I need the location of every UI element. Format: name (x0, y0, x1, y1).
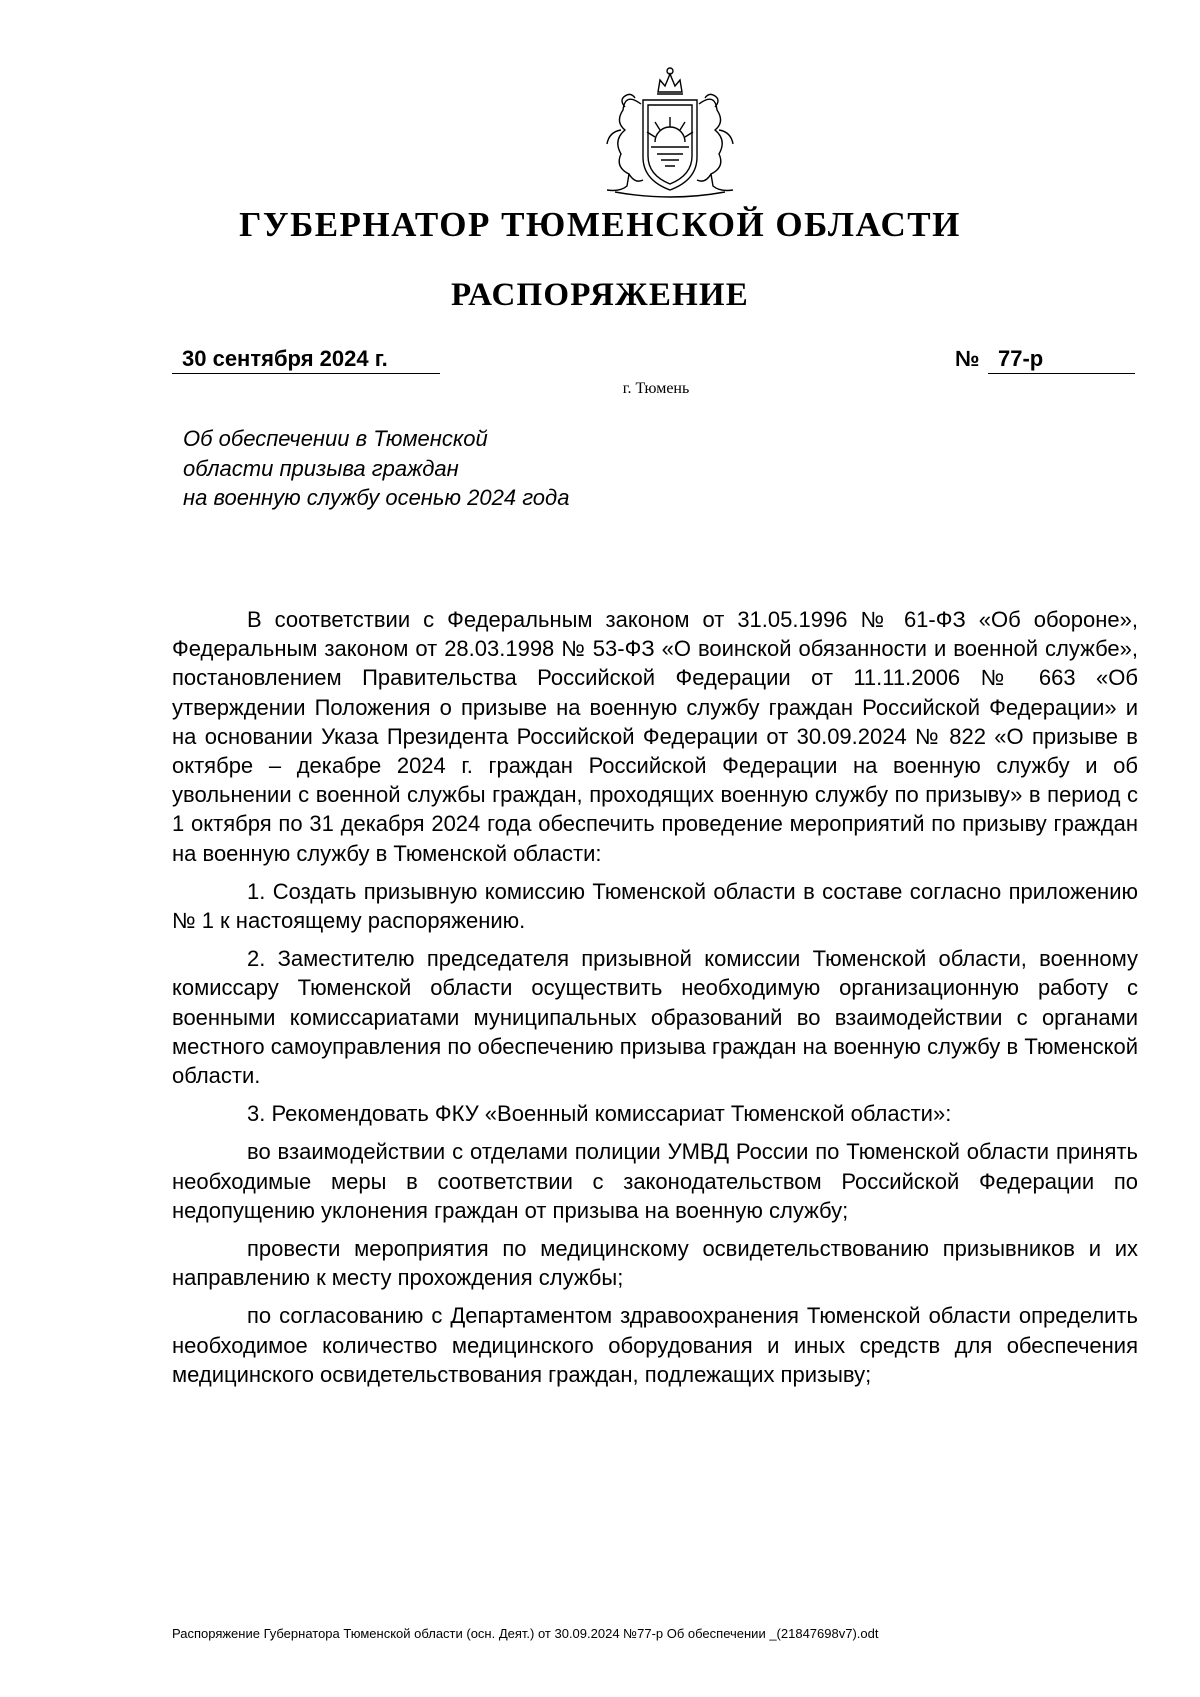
document-number-label: № (955, 346, 980, 371)
subject-line: на военную службу осенью 2024 года (183, 485, 570, 510)
body-paragraph-item-3-sub-1: во взаимодействии с отделами полиции УМВД России по Тюменской области принять необходимые меры в соответствии с законодательством Российской Федерации по недопущению уклонения граждан от призыва на военную службу; (172, 1139, 1138, 1223)
page-footer-filename: Распоряжение Губернатора Тюменской области (осн. Деят.) от 30.09.2024 №77-р Об обеспечении _(21847698v7).odt (172, 1626, 879, 1641)
body-paragraph-preamble: В соответствии с Федеральным законом от 31.05.1996 № 61-ФЗ «Об обороне», Федеральным законом от 28.03.1998 № 53-ФЗ «О воинской обязанности и военной службе», постановлением Правительства Российской Федерации от 11.11.2006 № 663 «Об утверждении Положения о призыве на военную службу граждан Российской Федерации» и на основании Указа Президента Российской Федерации от 30.09.2024 № 822 «О призыве в октябре – декабре 2024 г. граждан Российской Федерации на военную службу и об увольнении с военной службы граждан, проходящих военную службу по призыву» в период с 1 октября по 31 декабря 2024 года обеспечить проведение мероприятий по призыву граждан на военную службу в Тюменской области: (172, 607, 1138, 866)
issuing-city: г. Тюмень (622, 380, 690, 397)
subject-line: области призыва граждан (183, 455, 459, 481)
subject-line: Об обеспечении в Тюменской (183, 426, 488, 451)
body-paragraph-item-1: 1. Создать призывную комиссию Тюменской области в составе согласно приложению № 1 к настоящему распоряжению. (172, 878, 1138, 934)
issuing-authority-title: ГУБЕРНАТОР ТЮМЕНСКОЙ ОБЛАСТИ (239, 205, 961, 244)
body-paragraph-item-3-sub-2: провести мероприятия по медицинскому освидетельствованию призывников и их направлению к месту прохождения службы; (172, 1236, 1138, 1291)
document-date: 30 сентября 2024 г. (172, 345, 440, 374)
body-paragraph-item-3-sub-3: по согласованию с Департаментом здравоохранения Тюменской области определить необходимое количество медицинского оборудования и иных средств для обеспечения медицинского освидетельствования граждан, подлежащих призыву; (172, 1303, 1138, 1387)
document-number: 77-р (988, 345, 1135, 374)
coat-of-arms-emblem (585, 62, 755, 202)
document-type-title: РАСПОРЯЖЕНИЕ (450, 277, 750, 313)
body-paragraph-item-2: 2. Заместителю председателя призывной комиссии Тюменской области, военному комиссару Тюменской области осуществить необходимую организационную работу с военными комиссариатами муниципальных образований во взаимодействии с органами местного самоуправления по обеспечению призыва граждан на военную службу в Тюменской области. (172, 946, 1138, 1089)
document-body (172, 605, 1138, 1398)
document-subject (183, 424, 703, 513)
body-paragraph-item-3: 3. Рекомендовать ФКУ «Военный комиссариат Тюменской области»: (247, 1101, 952, 1127)
